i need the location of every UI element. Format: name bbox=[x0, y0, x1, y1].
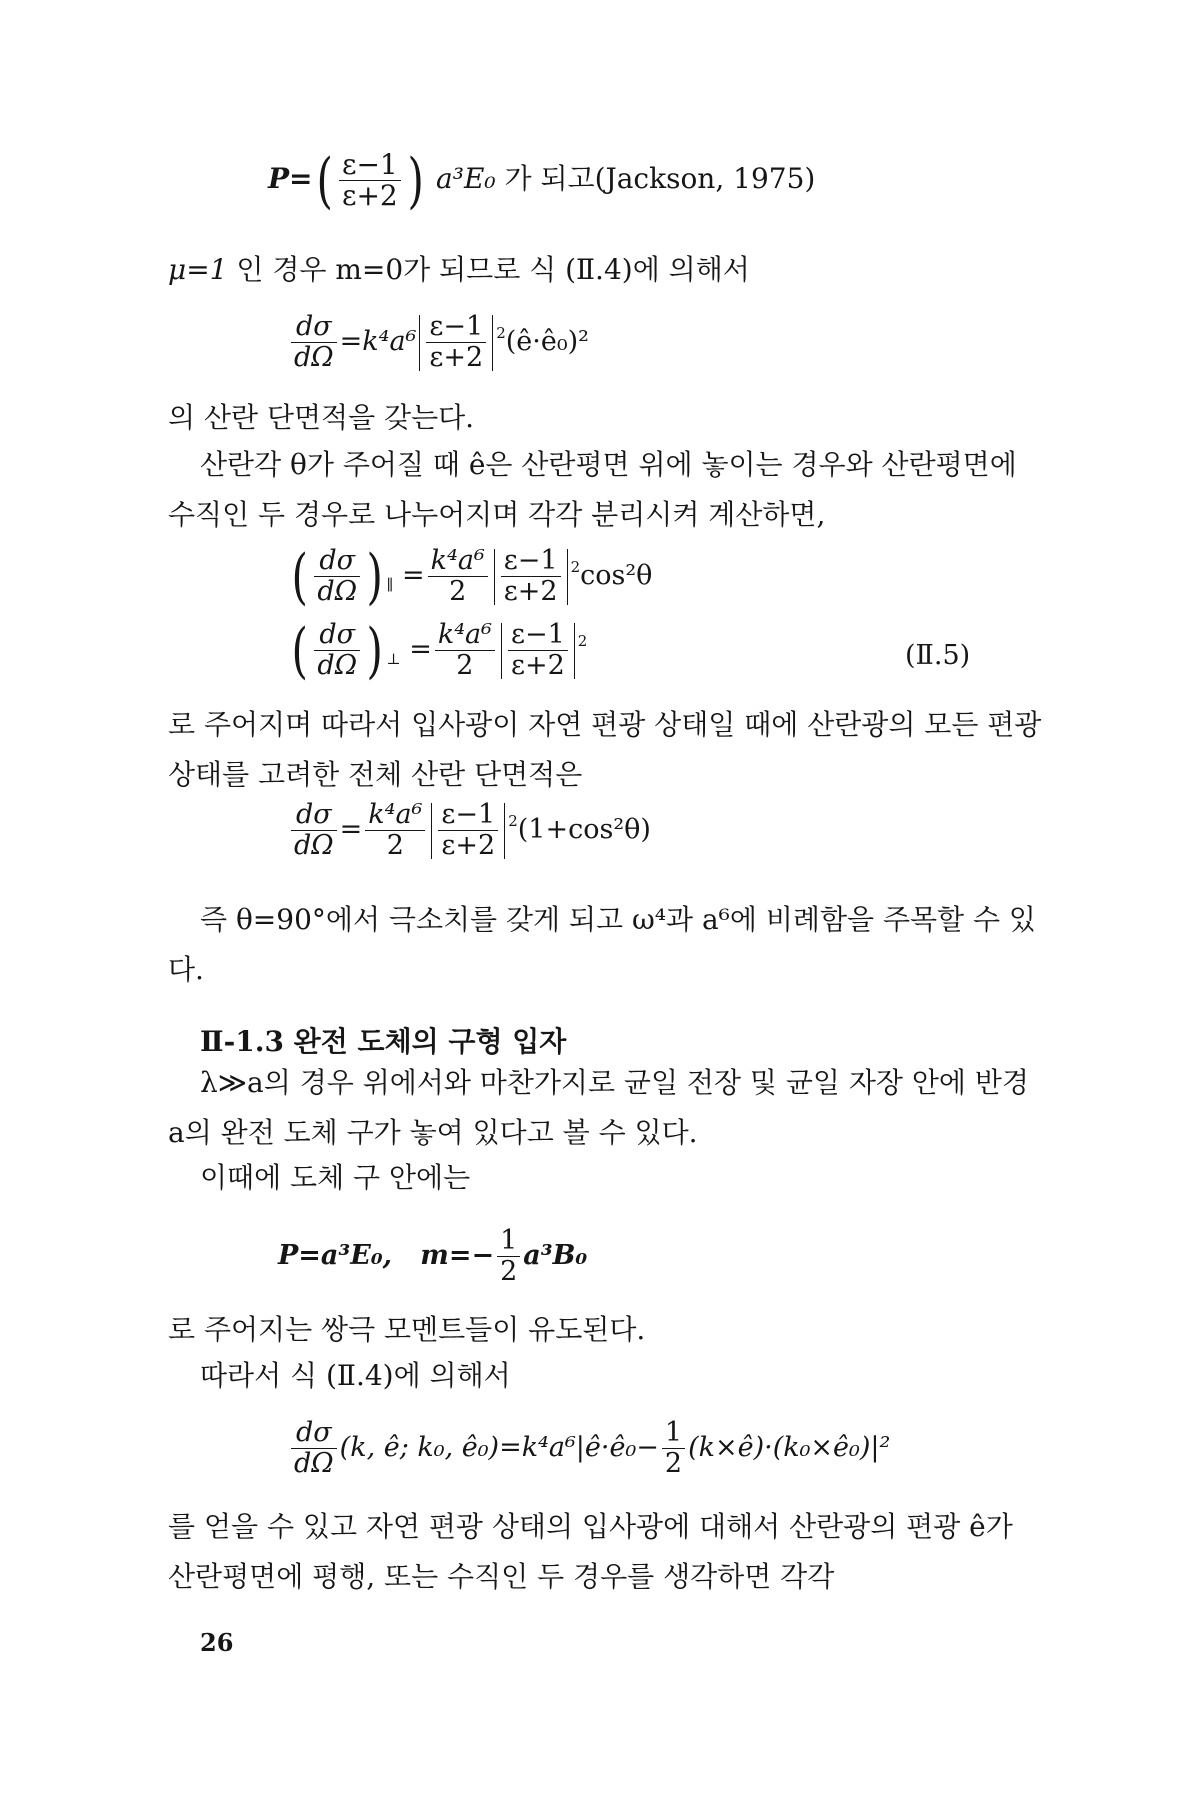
paragraph: 이때에 도체 구 안에는 bbox=[200, 1161, 471, 1194]
text-line bbox=[168, 250, 750, 290]
page-number: 26 bbox=[200, 1628, 234, 1657]
eq-term: μ=1 bbox=[168, 253, 228, 286]
eq-lhs: P= bbox=[268, 162, 313, 195]
equation-number: (Ⅱ.5) bbox=[905, 640, 971, 671]
paragraph: 즉 θ=90°에서 극소치를 갖게 되고 ω⁴과 a⁶에 비례함을 주목할 수 있다. bbox=[168, 903, 1036, 986]
equation-1: $\frac{d\sigma}{d\Omega}$ =k⁴a⁶ $\frac{\varepsilon-1}{\varepsilon+2}$ $^2$(ê·ê₀)² bbox=[288, 312, 589, 373]
eq-term: a³E₀ bbox=[436, 162, 496, 195]
text-run: 인 경우 m=0가 되므로 식 (Ⅱ.4)에 의해서 bbox=[236, 253, 750, 286]
fraction: $\frac{\varepsilon-1}{\varepsilon+2}$ bbox=[426, 312, 486, 373]
paragraph: 를 얻을 수 있고 자연 편광 상태의 입사광에 대해서 산란광의 편광 ê가 산란평면에 평행, 또는 수직인 두 경우를 생각하면 각각 bbox=[168, 1510, 1013, 1593]
paragraph: 의 산란 단면적을 갖는다. bbox=[168, 401, 475, 434]
paragraph: 따라서 식 (Ⅱ.4)에 의해서 bbox=[200, 1359, 511, 1392]
paragraph: 로 주어지는 쌍극 모멘트들이 유도된다. bbox=[168, 1313, 646, 1346]
fraction: $\frac{\varepsilon-1}{\varepsilon+2}$ bbox=[339, 150, 401, 211]
equation-4: P=a³E₀, m=− $\frac{1}{2}$ a³B₀ bbox=[278, 1225, 588, 1287]
equation-2-parallel: ( $\frac{d\sigma}{d\Omega}$ ) $_\parallel$ = $\frac{\text{k⁴a⁶}}{2}$ $\frac{\varepsilon-1}{\varepsilon+2}$ $^2$cos²θ bbox=[291, 541, 653, 612]
text-run: 가 되고(Jackson, 1975) bbox=[504, 162, 816, 195]
equation-5: $\frac{d\sigma}{d\Omega}$ (k, ê; k₀, ê₀)=k⁴a⁶|ê·ê₀− $\frac{1}{2}$ (k×ê)·(k₀×ê₀)|² bbox=[288, 1418, 890, 1479]
equation-3: $\frac{d\sigma}{d\Omega}$ = $\frac{\text{k⁴a⁶}}{2}$ $\frac{\varepsilon-1}{\varepsilon+2}$ $^2$(1+cos²θ) bbox=[288, 800, 651, 861]
paragraph: 산란각 θ가 주어질 때 ê은 산란평면 위에 놓이는 경우와 산란평면에 수직인 두 경우로 나누어지며 각각 분리시켜 계산하면, bbox=[168, 448, 1017, 531]
equation-line-p: P=( $\frac{\varepsilon-1}{\varepsilon+2}$ ) a³E₀ 가 되고(Jackson, 1975) bbox=[268, 145, 816, 216]
paragraph: λ≫a의 경우 위에서와 마찬가지로 균일 전장 및 균일 자장 안에 반경 a의 완전 도체 구가 놓여 있다고 볼 수 있다. bbox=[168, 1066, 1029, 1149]
derivative-fraction: $\frac{d\sigma}{d\Omega}$ bbox=[291, 312, 337, 373]
equation-2-perpendicular: ( $\frac{d\sigma}{d\Omega}$ ) $_\perp$ = $\frac{\text{k⁴a⁶}}{2}$ $\frac{\varepsilon-1}{\varepsilon+2}$ $^2$ bbox=[291, 615, 588, 686]
paragraph: 로 주어지며 따라서 입사광이 자연 편광 상태일 때에 산란광의 모든 편광 상태를 고려한 전체 산란 단면적은 bbox=[168, 708, 1042, 791]
section-title: Ⅱ-1.3 완전 도체의 구형 입자 bbox=[200, 1025, 567, 1058]
